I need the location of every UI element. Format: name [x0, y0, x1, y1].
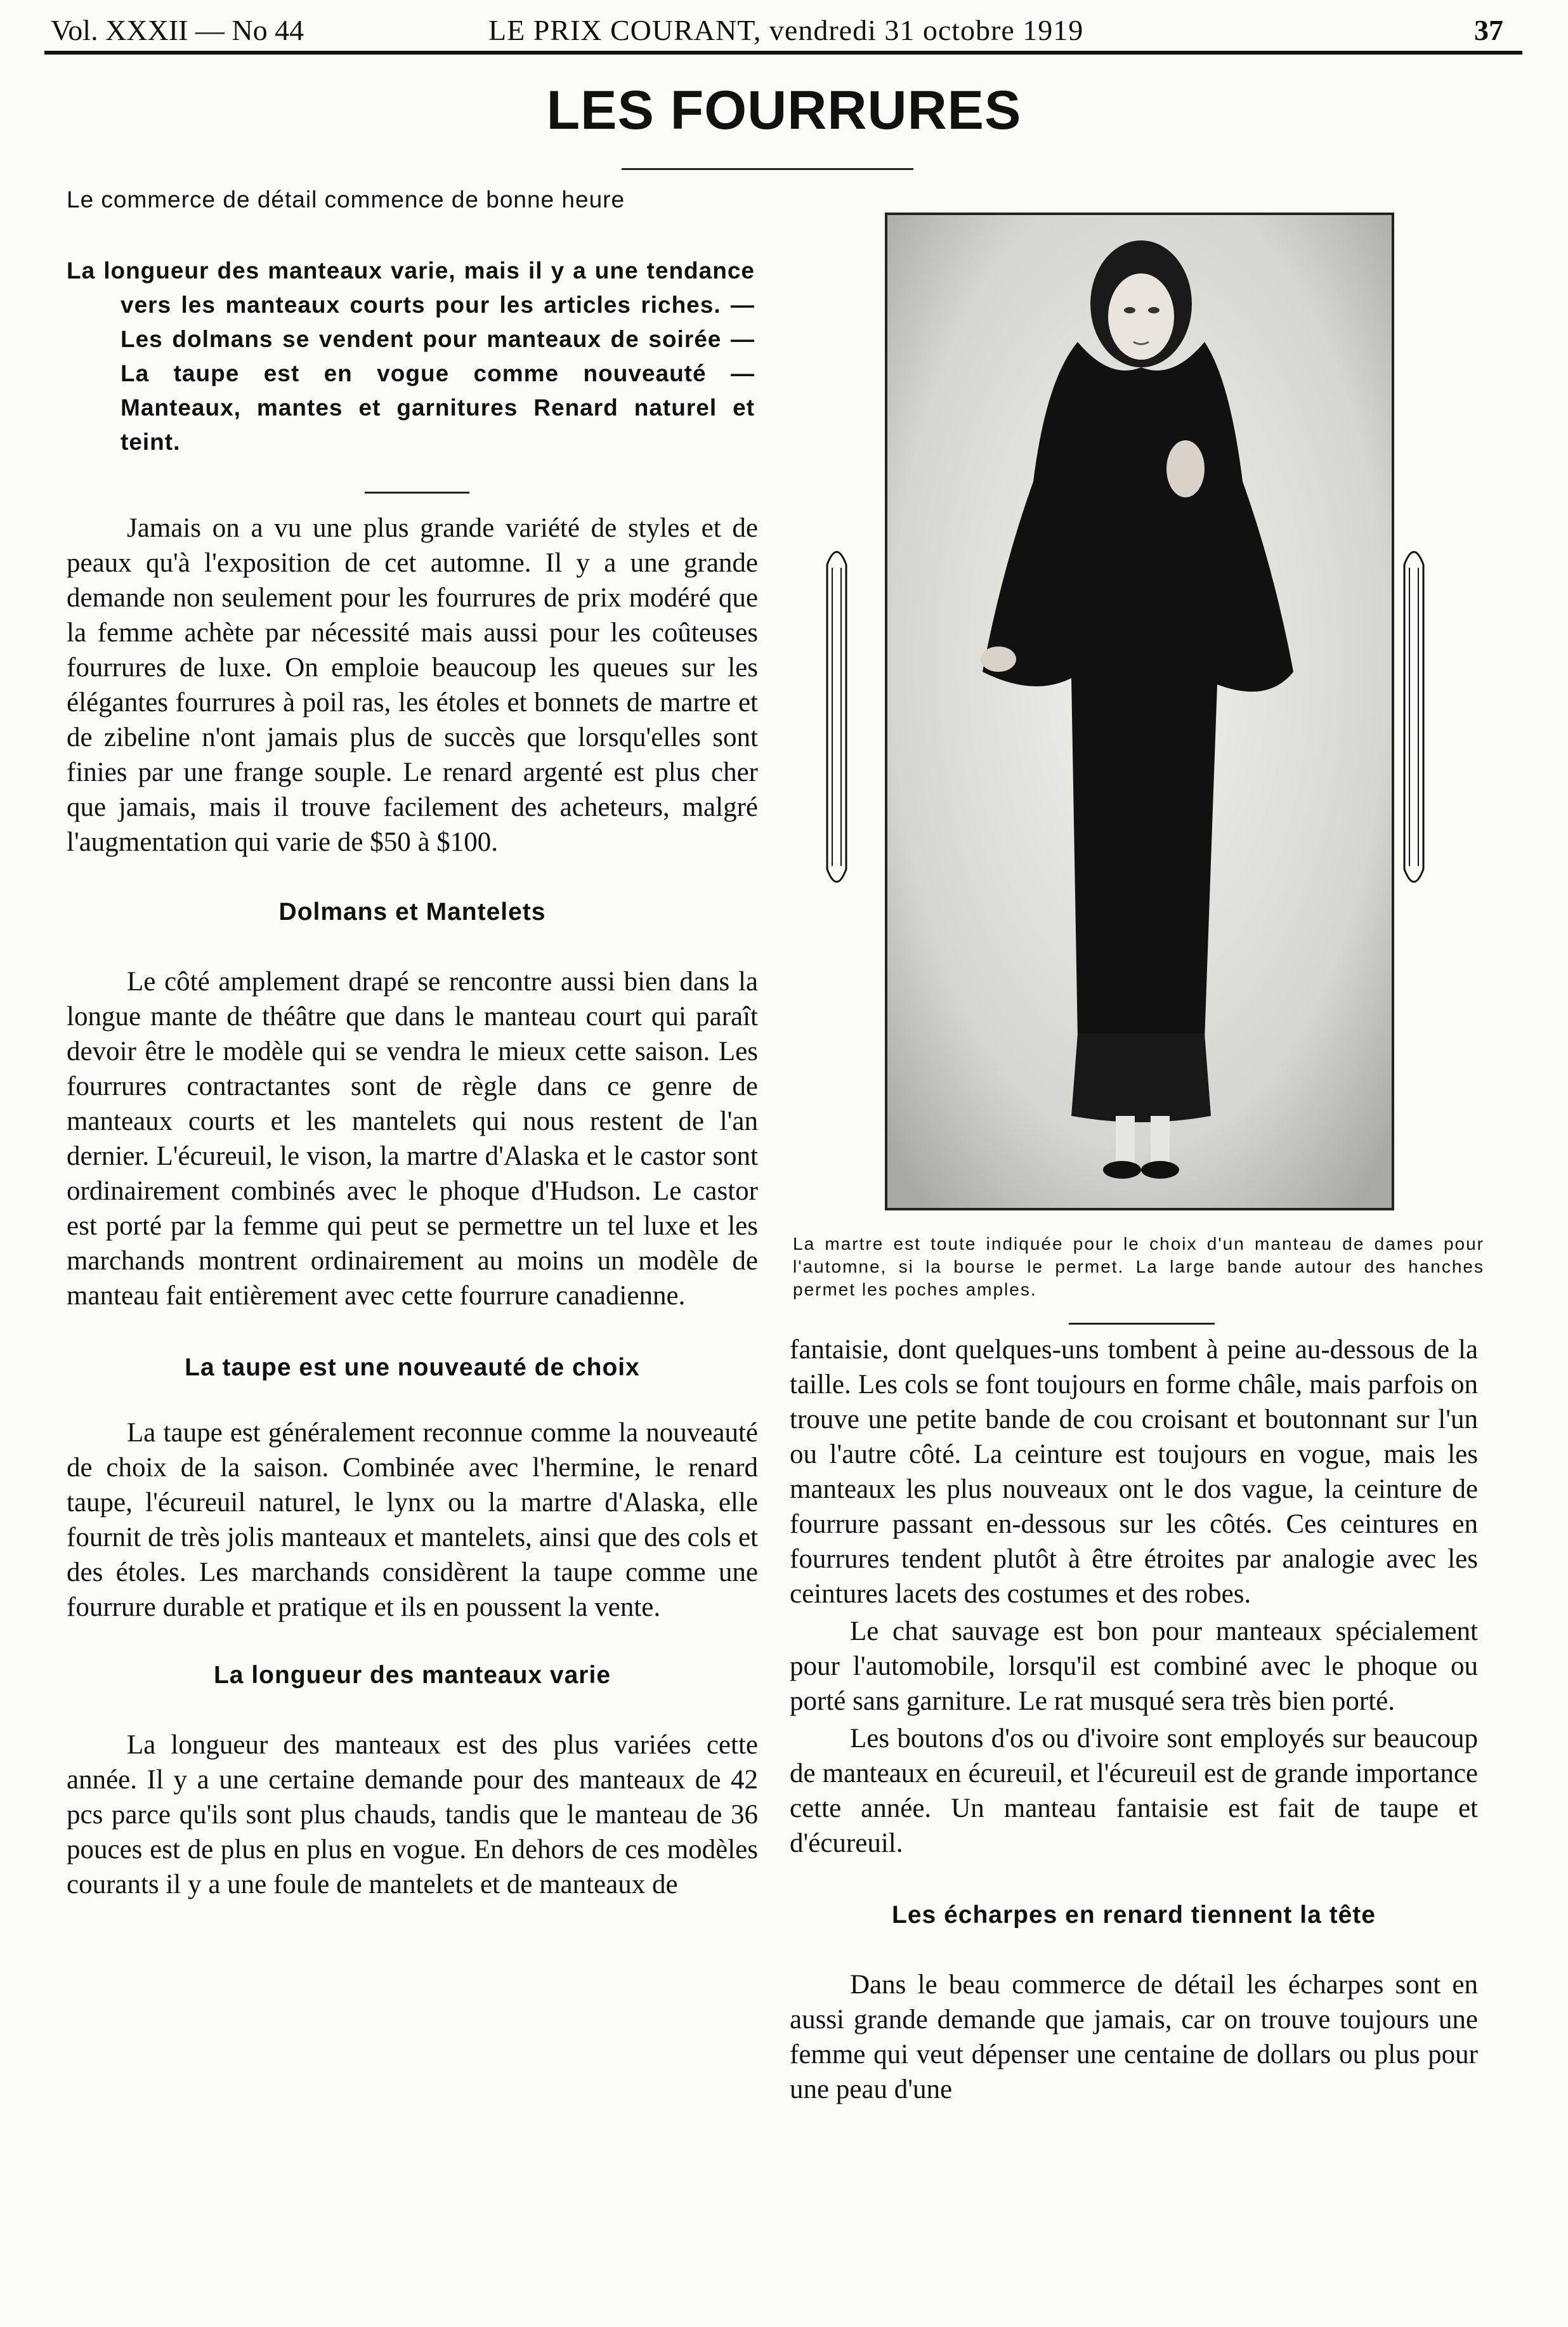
continuation-paragraph: fantaisie, dont quelques-uns tombent à peine au-dessous de la taille. Les cols se font toujours en forme châle, mais parfois on trouve une petite bande de cou croisant et boutonnant sur l'un ou l'autre côté. La ceinture est toujours en vogue, mais les manteaux les plus nouveaux ont le dos vague, la ceinture de fourrure passant en-dessous sur les côtés. Ces ceintures en fourrures tendent plutôt à être étroites par analogie avec les ceintures lacets des costumes et des robes.	[790, 1335, 1478, 1609]
caption-rule	[1069, 1323, 1215, 1325]
summary-detail-text: La longueur des manteaux varie, mais il y a une tendance vers les manteaux courts pour les articles riches. — Les dolmans se vendent pour manteaux de soirée — La taupe est en vogue comme nouveauté — Manteaux, mantes et garnitures Renard naturel et teint.	[67, 258, 755, 455]
echarpes-paragraph: Dans le beau commerce de détail les écharpes sont en aussi grande demande que jamais, car on trouve toujours une femme qui veut dépenser une centaine de dollars ou plus pour une peau d'une	[790, 1970, 1478, 2104]
summary-rule	[365, 492, 469, 494]
title-rule	[622, 168, 913, 170]
fur-coat-photograph	[885, 213, 1394, 1210]
summary-lead: Le commerce de détail commence de bonne heure	[67, 187, 625, 213]
woman-in-fur-coat-illustration	[887, 215, 1392, 1208]
page-number: 37	[1474, 14, 1503, 46]
section-heading-dolmans: Dolmans et Mantelets	[278, 898, 546, 926]
longueur-paragraph: La longueur des manteaux est des plus variées cette année. Il y a une certaine demande pour des manteaux de 42 pcs parce qu'ils sont plus chauds, tandis que le manteau de 36 pouces est de plus en plus en vogue. En dehors de ces modèles courants il y a une foule de mantelets et de manteaux de	[67, 1730, 758, 1899]
chat-sauvage-paragraph: Le chat sauvage est bon pour manteaux spécialement pour l'automobile, lorsqu'il est combiné avec le phoque ou porté sans garniture. Le rat musqué sera très bien porté.	[790, 1616, 1478, 1716]
section-heading-longueur: La longueur des manteaux varie	[213, 1662, 611, 1689]
page-header	[44, 6, 1522, 55]
section-heading-taupe: La taupe est une nouveauté de choix	[185, 1354, 640, 1381]
taupe-paragraph: La taupe est généralement reconnue comme la nouveauté de choix de la saison. Combinée avec l'hermine, le renard taupe, l'écureuil naturel, le lynx ou la martre d'Alaska, elle fournit de très jolis manteaux et mantelets, ainsi que des cols et des étoles. Les marchands considèrent la taupe comme une fourrure durable et pratique et ils en poussent la vente.	[67, 1418, 758, 1622]
summary-detail	[67, 254, 755, 459]
intro-paragraph: Jamais on a vu une plus grande variété de styles et de peaux qu'à l'exposition de cet automne. Il y a une grande demande non seulement pour les fourrures de prix modéré que la femme achète par nécessité mais aussi pour les coûteuses fourrures de luxe. On emploie beaucoup les queues sur les élégantes fourrures à poil ras, les étoles et bonnets de martre et de zibeline n'ont jamais plus de succès que lorsqu'elles sont finies par une frange souple. Le renard argenté est plus cher que jamais, mais il trouve facilement des acheteurs, malgré l'augmentation qui varie de $50 à $100.	[67, 513, 758, 857]
dolmans-paragraph: Le côté amplement drapé se rencontre aussi bien dans la longue mante de théâtre que dans le manteau court qui paraît devoir être le modèle qui se vendra le mieux cette saison. Les fourrures contractantes sont de règle dans ce genre de manteaux courts et les mantelets qui nous restent de l'an dernier. L'écureuil, le vison, la martre d'Alaska et le castor sont ordinairement combinés avec le phoque d'Hudson. Le castor est porté par la femme qui peut se permettre un tel luxe et les marchands montrent ordinairement au moins un modèle de manteau fait entièrement avec cette fourrure canadienne.	[67, 967, 758, 1311]
publication-line: LE PRIX COURANT, vendredi 31 octobre 1919	[488, 14, 1084, 46]
left-bracket-ornament	[825, 539, 849, 895]
section-heading-echarpes: Les écharpes en renard tiennent la tête	[892, 1901, 1376, 1929]
right-column	[790, 1332, 1478, 2107]
page-title: LES FOURRURES	[546, 80, 1022, 141]
boutons-paragraph: Les boutons d'os ou d'ivoire sont employés sur beaucoup de manteaux en écureuil, et l'écureuil est de grande importance cette année. Un manteau fantaisie est fait de taupe et d'écureuil.	[790, 1724, 1478, 1858]
left-column	[67, 511, 758, 1902]
photo-caption: La martre est toute indiquée pour le choix d'un manteau de dames pour l'automne, si la bourse le permet. La large bande autour des hanches permet les poches amples.	[793, 1234, 1484, 1299]
volume-number: Vol. XXXII — No 44	[51, 14, 304, 46]
right-bracket-ornament	[1402, 539, 1426, 895]
